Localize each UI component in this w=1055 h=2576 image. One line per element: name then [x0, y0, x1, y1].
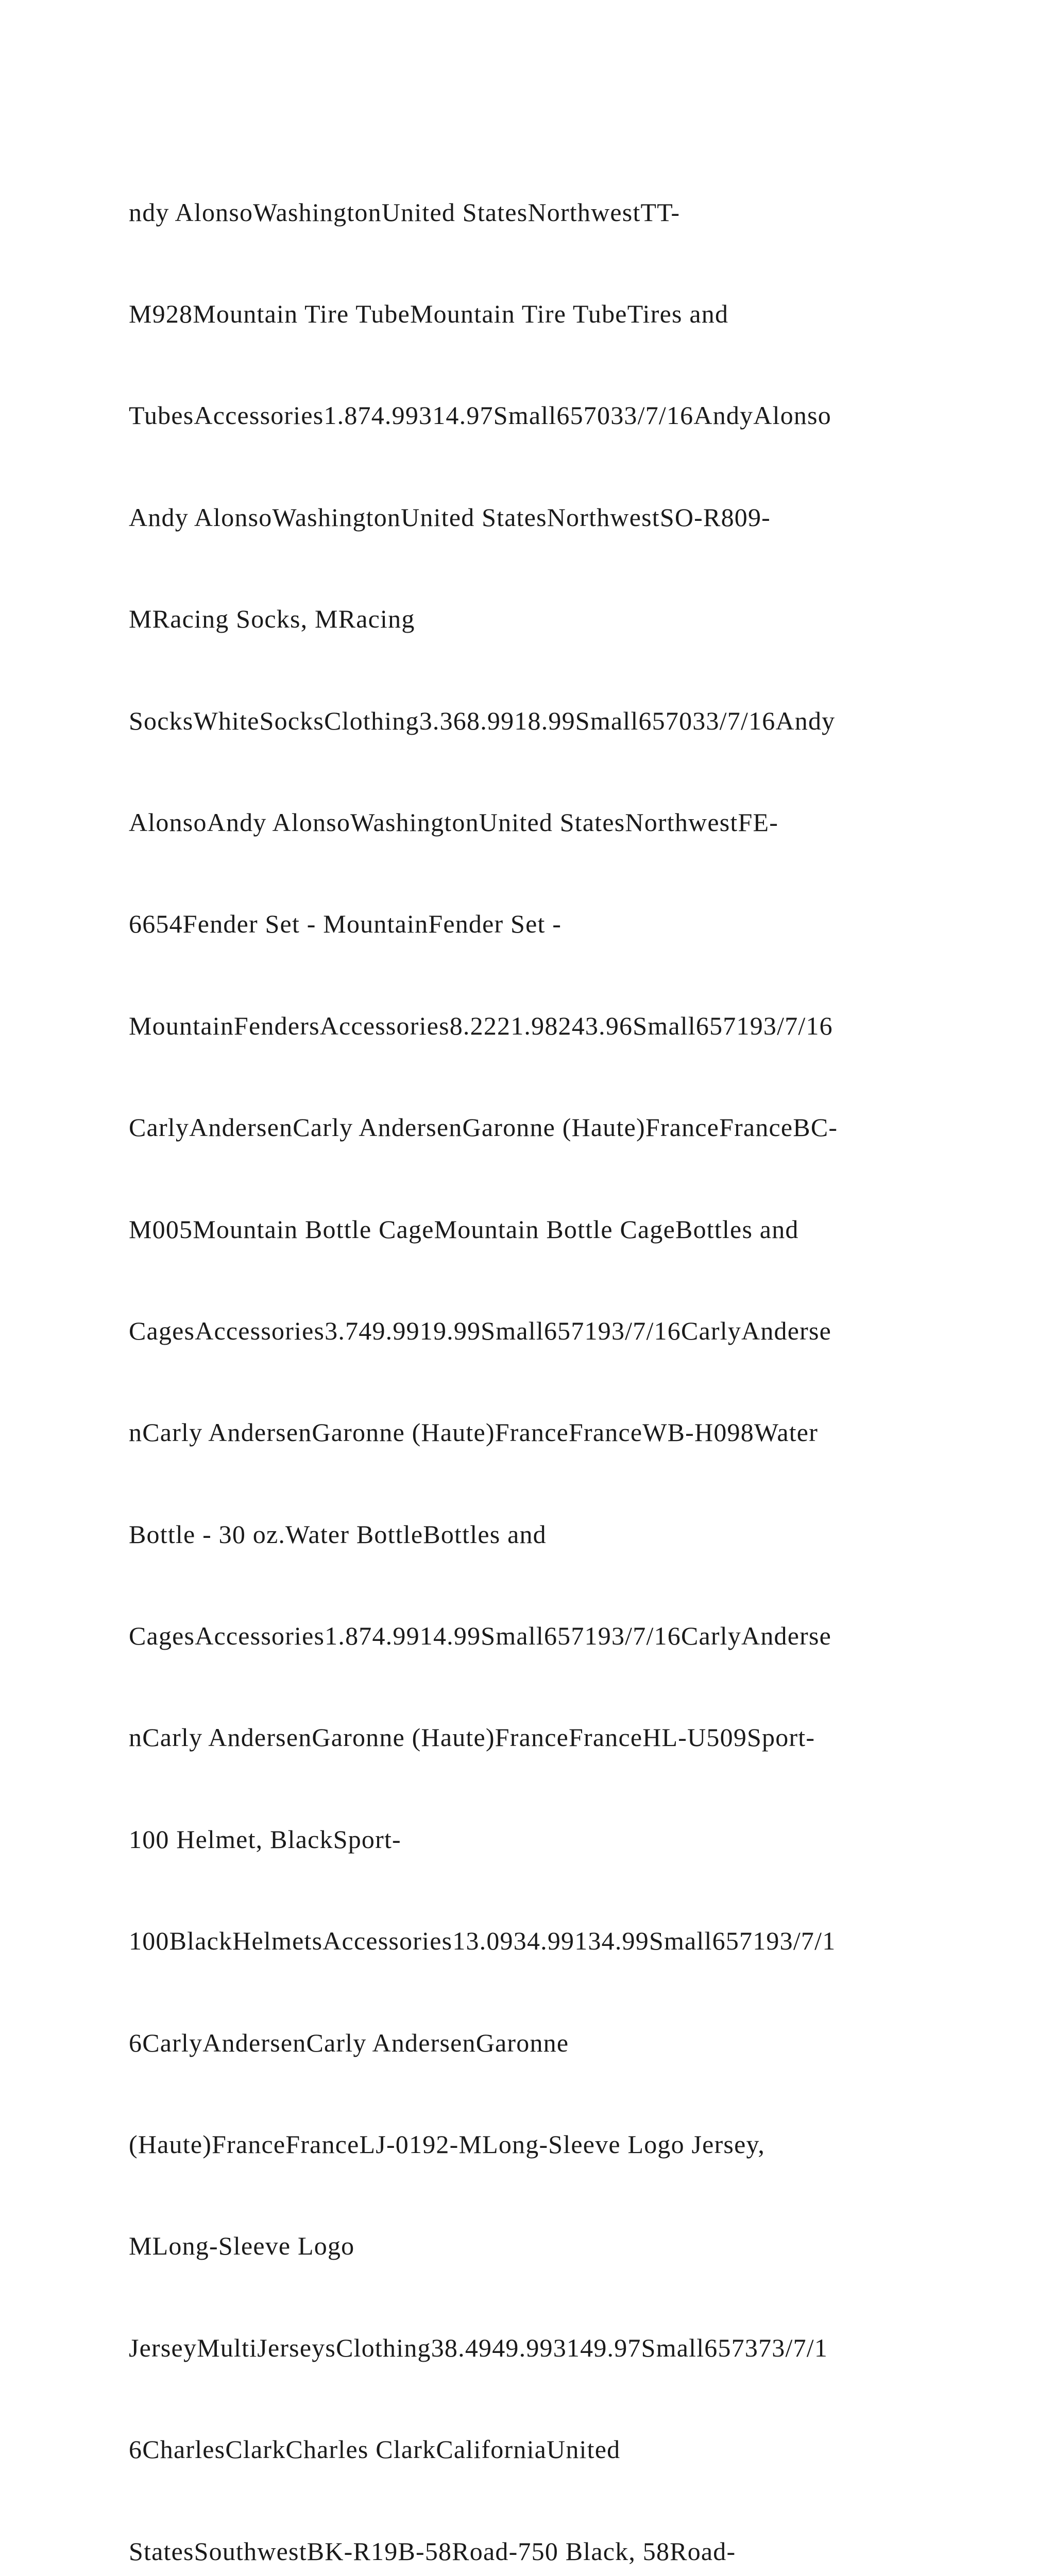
text-line: nCarly AndersenGaronne (Haute)FranceFranceHL-U509Sport-: [129, 1723, 815, 1752]
text-line: JerseyMultiJerseysClothing38.4949.993149.97Small657373/7/1: [129, 2333, 828, 2362]
text-line: MLong-Sleeve Logo: [129, 2231, 355, 2261]
text-line: 100 Helmet, BlackSport-: [129, 1824, 401, 1854]
text-line: MRacing Socks, MRacing: [129, 604, 415, 634]
text-line: 6CarlyAndersenCarly AndersenGaronne: [129, 2028, 569, 2057]
text-line: AlonsoAndy AlonsoWashingtonUnited StatesNorthwestFE-: [129, 807, 779, 837]
text-line: (Haute)FranceFranceLJ-0192-MLong-Sleeve Logo Jersey,: [129, 2130, 765, 2159]
document-body-text: [129, 128, 932, 2576]
text-line: SocksWhiteSocksClothing3.368.9918.99Small657033/7/16Andy: [129, 706, 836, 735]
text-line: CagesAccessories3.749.9919.99Small657193/7/16CarlyAnderse: [129, 1316, 832, 1345]
text-line: nCarly AndersenGaronne (Haute)FranceFranceWB-H098Water: [129, 1418, 819, 1447]
text-line: 6654Fender Set - MountainFender Set -: [129, 909, 562, 939]
text-line: ndy AlonsoWashingtonUnited StatesNorthwestTT-: [129, 197, 680, 227]
text-line: MountainFendersAccessories8.2221.98243.96Small657193/7/16: [129, 1011, 833, 1040]
text-line: M005Mountain Bottle CageMountain Bottle CageBottles and: [129, 1214, 799, 1244]
text-line: Andy AlonsoWashingtonUnited StatesNorthwestSO-R809-: [129, 502, 771, 532]
text-line: CagesAccessories1.874.9914.99Small657193/7/16CarlyAnderse: [129, 1621, 832, 1651]
text-line: 6CharlesClarkCharles ClarkCaliforniaUnited: [129, 2435, 621, 2464]
text-line: CarlyAndersenCarly AndersenGaronne (Haute)FranceFranceBC-: [129, 1113, 838, 1142]
text-line: StatesSouthwestBK-R19B-58Road-750 Black, 58Road-: [129, 2536, 736, 2566]
text-line: M928Mountain Tire TubeMountain Tire TubeTires and: [129, 299, 729, 328]
text-line: TubesAccessories1.874.99314.97Small657033/7/16AndyAlonso: [129, 401, 831, 430]
text-line: Bottle - 30 oz.Water BottleBottles and: [129, 1519, 547, 1549]
text-line: 100BlackHelmetsAccessories13.0934.99134.99Small657193/7/1: [129, 1926, 836, 1956]
